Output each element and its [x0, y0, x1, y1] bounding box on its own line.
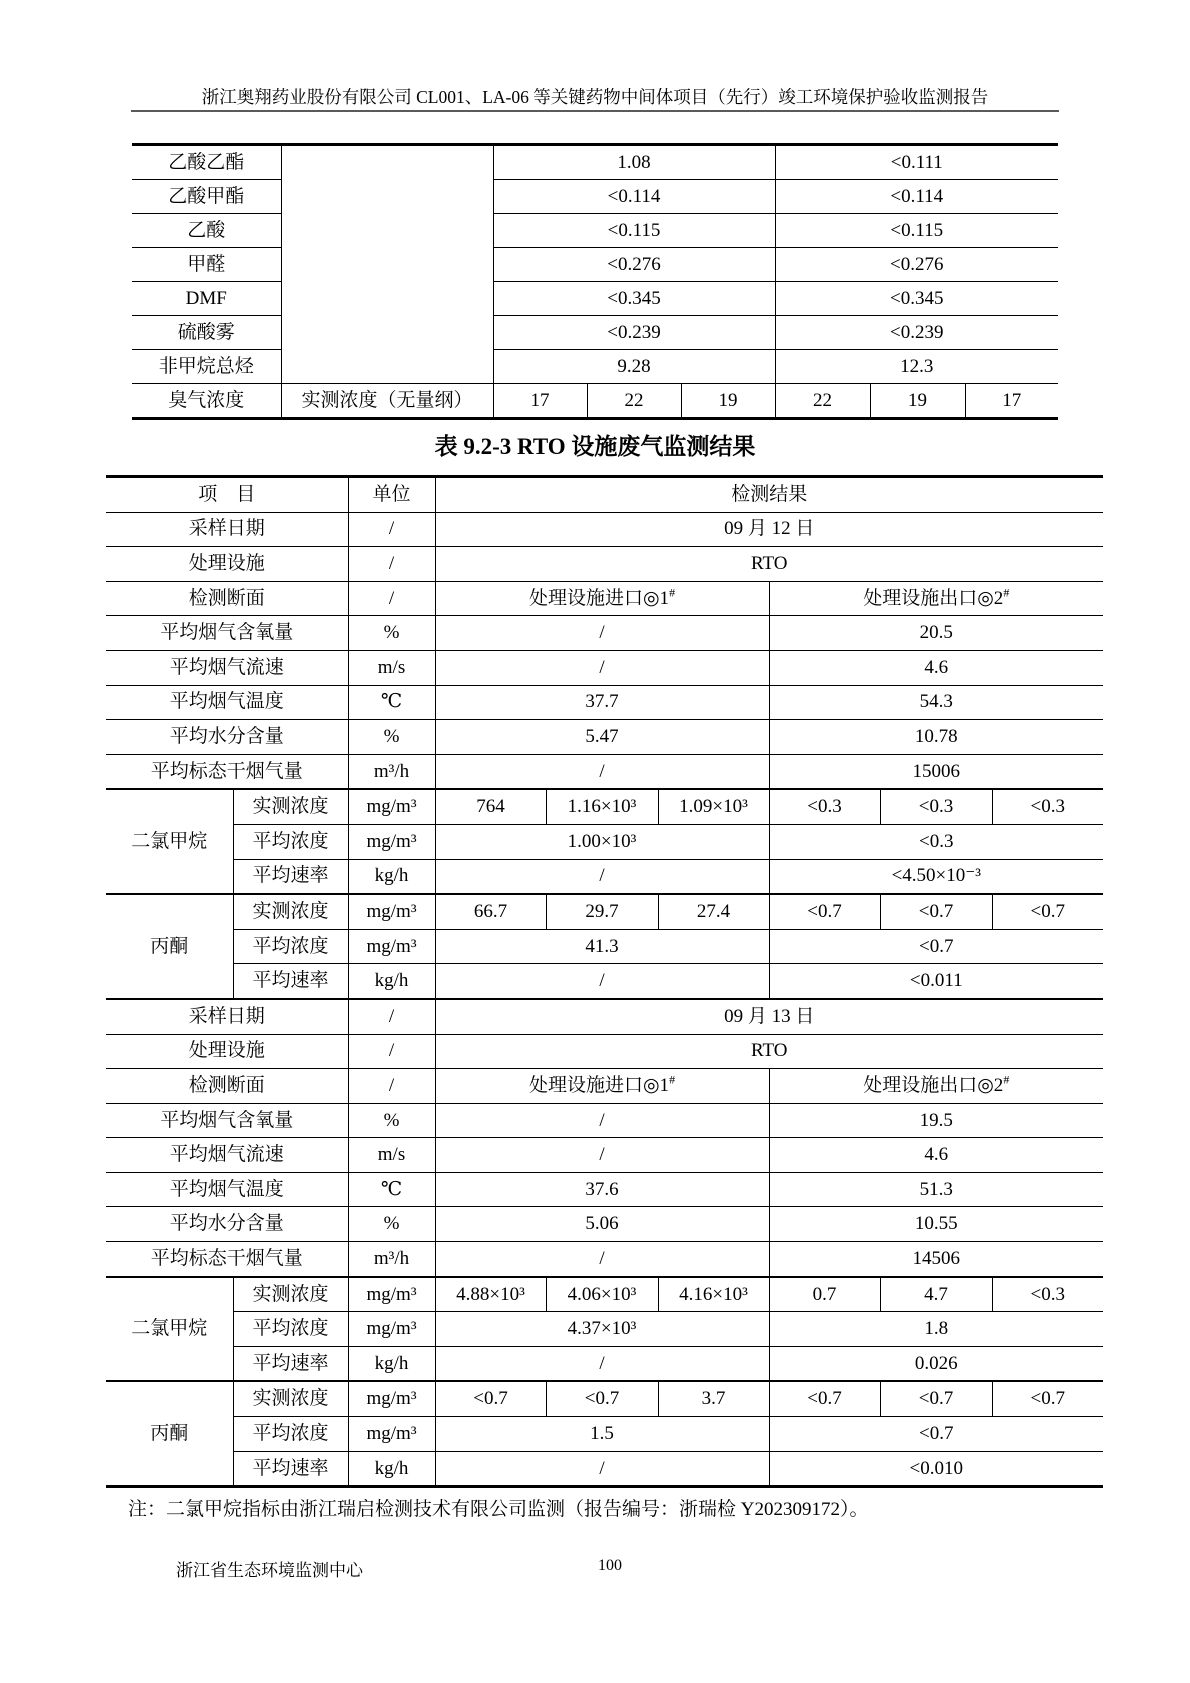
table-cell: <0.345 [493, 282, 775, 316]
table-cell: 二氯甲烷 [106, 789, 233, 894]
table-cell: 22 [775, 384, 870, 419]
table-cell: 平均水分含量 [106, 720, 348, 755]
table-cell: 采样日期 [106, 999, 348, 1034]
table-cell: 3.7 [658, 1381, 769, 1416]
table-row [106, 1381, 1103, 1416]
table-cell: 41.3 [435, 929, 769, 964]
table-cell: <0.3 [769, 824, 1103, 859]
table-cell: 实测浓度 [233, 789, 348, 824]
table-cell: 17 [965, 384, 1058, 419]
table-cell: / [435, 650, 769, 685]
table-cell: mg/m³ [348, 789, 435, 824]
table-cell: 5.06 [435, 1207, 769, 1242]
table-row [106, 929, 1103, 964]
table-row [106, 789, 1103, 824]
table-cell: 1.16×10³ [546, 789, 658, 824]
table-cell: 平均烟气流速 [106, 1138, 348, 1173]
table-row [132, 316, 1058, 350]
table-row [106, 1451, 1103, 1487]
table-cell: / [348, 581, 435, 616]
table-cell: / [435, 1103, 769, 1138]
footer-organization: 浙江省生态环境监测中心 [176, 1561, 363, 1580]
table-cell: <0.7 [546, 1381, 658, 1416]
table-cell: 17 [493, 384, 587, 419]
table-cell: <0.3 [992, 789, 1103, 824]
table-cell: 29.7 [546, 894, 658, 929]
table-row [106, 1207, 1103, 1242]
table-cell: 实测浓度 [233, 1381, 348, 1416]
table-cell: <0.011 [769, 964, 1103, 999]
table-cell: <0.276 [493, 248, 775, 282]
table-cell: 20.5 [769, 616, 1103, 651]
table-cell: 4.37×10³ [435, 1312, 769, 1347]
table-cell: / [435, 1138, 769, 1173]
footer-page-number: 100 [598, 1557, 622, 1574]
table-cell: 09 月 12 日 [435, 512, 1103, 547]
table-row [106, 824, 1103, 859]
table-cell: 平均速率 [233, 1451, 348, 1487]
table-cell: 37.6 [435, 1172, 769, 1207]
table-cell: 实测浓度 [233, 1277, 348, 1312]
table-cell: ℃ [348, 1172, 435, 1207]
table-cell: / [435, 859, 769, 894]
table-cell: kg/h [348, 1451, 435, 1487]
table-cell: 4.6 [769, 650, 1103, 685]
table-cell: 4.6 [769, 1138, 1103, 1173]
table-cell: 1.08 [493, 145, 775, 180]
table-cell: / [348, 512, 435, 547]
table-cell: mg/m³ [348, 824, 435, 859]
table-cell: 乙酸 [132, 214, 281, 248]
table-cell: / [348, 999, 435, 1034]
table-cell: <0.239 [775, 316, 1058, 350]
table-cell: 10.55 [769, 1207, 1103, 1242]
table-row [106, 1277, 1103, 1312]
superscript: # [669, 585, 676, 600]
table-cell: 66.7 [435, 894, 546, 929]
table-cell: <0.7 [435, 1381, 546, 1416]
superscript: # [669, 1072, 676, 1087]
table-cell: 平均标态干烟气量 [106, 1242, 348, 1277]
table-cell: 1.5 [435, 1417, 769, 1452]
col-header-unit: 单位 [348, 477, 435, 513]
table-cell: 54.3 [769, 685, 1103, 720]
table-cell: 处理设施 [106, 1034, 348, 1069]
table-cell: / [435, 754, 769, 789]
table-row [132, 350, 1058, 384]
table-row [106, 859, 1103, 894]
col-header-result: 检测结果 [435, 477, 1103, 513]
table-cell: m/s [348, 650, 435, 685]
table-row [106, 581, 1103, 616]
table-row [106, 650, 1103, 685]
table-cell: 平均浓度 [233, 929, 348, 964]
table-cell: 1.8 [769, 1312, 1103, 1347]
table-row [106, 512, 1103, 547]
table-cell: / [435, 964, 769, 999]
table-cell: 5.47 [435, 720, 769, 755]
table-cell: 19.5 [769, 1103, 1103, 1138]
table-cell: 4.06×10³ [546, 1277, 658, 1312]
table-cell: m/s [348, 1138, 435, 1173]
table-cell: 二氯甲烷 [106, 1277, 233, 1382]
table-cell: <0.115 [493, 214, 775, 248]
table-cell: 4.88×10³ [435, 1277, 546, 1312]
table-cell: % [348, 720, 435, 755]
table-row [132, 248, 1058, 282]
table-cell: 27.4 [658, 894, 769, 929]
table-cell: mg/m³ [348, 1312, 435, 1347]
table-row [106, 1069, 1103, 1104]
running-header-title: 浙江奥翔药业股份有限公司 CL001、LA-06 等关键药物中间体项目（先行）竣工环境保护验收监测报告 [201, 87, 989, 107]
table-cell: 实测浓度 [233, 894, 348, 929]
table-row [106, 477, 1103, 513]
table-cell: <0.7 [769, 894, 880, 929]
table-row [106, 1312, 1103, 1347]
table-cell: <0.115 [775, 214, 1058, 248]
header-divider [131, 110, 1059, 112]
table-cell: 764 [435, 789, 546, 824]
table-cell: 平均速率 [233, 1346, 348, 1381]
table-cell: <0.276 [775, 248, 1058, 282]
table-row [132, 282, 1058, 316]
table-cell: RTO [435, 547, 1103, 582]
table-cell: 平均速率 [233, 859, 348, 894]
table-row [106, 1138, 1103, 1173]
merged-blank-cell [281, 145, 493, 384]
table-cell: 检测断面 [106, 581, 348, 616]
table-cell: 平均烟气流速 [106, 650, 348, 685]
table-cell: <0.7 [769, 1381, 880, 1416]
table-cell: <0.3 [880, 789, 992, 824]
table-cell: 甲醛 [132, 248, 281, 282]
table-cell: 4.7 [880, 1277, 992, 1312]
table-row [106, 616, 1103, 651]
table-row [106, 754, 1103, 789]
table-cell: m³/h [348, 1242, 435, 1277]
table-cell: 臭气浓度 [132, 384, 281, 419]
table-cell: 丙酮 [106, 1381, 233, 1486]
table-cell: <0.345 [775, 282, 1058, 316]
table-cell: 处理设施 [106, 547, 348, 582]
table-cell: 1.00×10³ [435, 824, 769, 859]
table-cell: / [435, 1242, 769, 1277]
table-cell: / [435, 1346, 769, 1381]
table-cell: 19 [681, 384, 775, 419]
table-cell: <0.114 [775, 180, 1058, 214]
table-cell: 处理设施进口◎1# [435, 1069, 769, 1104]
table-cell: 37.7 [435, 685, 769, 720]
table-row [106, 1034, 1103, 1069]
table-cell: <0.7 [769, 929, 1103, 964]
table-cell: 平均浓度 [233, 1417, 348, 1452]
table-cell: 10.78 [769, 720, 1103, 755]
table-cell: 4.16×10³ [658, 1277, 769, 1312]
table-cell: 14506 [769, 1242, 1103, 1277]
table-cell: mg/m³ [348, 929, 435, 964]
table-cell: 处理设施出口◎2# [769, 581, 1103, 616]
table-cell: kg/h [348, 859, 435, 894]
table-cell: 平均浓度 [233, 824, 348, 859]
table-row [106, 964, 1103, 999]
table-cell: 12.3 [775, 350, 1058, 384]
table-row [106, 1172, 1103, 1207]
table-row [132, 180, 1058, 214]
table-cell: <0.7 [992, 1381, 1103, 1416]
table-cell: 平均水分含量 [106, 1207, 348, 1242]
table-cell: 平均烟气含氧量 [106, 616, 348, 651]
table-cell: <0.114 [493, 180, 775, 214]
table-cell: kg/h [348, 964, 435, 999]
table-cell: kg/h [348, 1346, 435, 1381]
table-cell: mg/m³ [348, 894, 435, 929]
table-cell: 丙酮 [106, 894, 233, 999]
table-cell: m³/h [348, 754, 435, 789]
table-cell: 22 [587, 384, 681, 419]
table-row [106, 894, 1103, 929]
table-cell: <0.7 [992, 894, 1103, 929]
table-cell: 硫酸雾 [132, 316, 281, 350]
table-cell: <0.111 [775, 145, 1058, 180]
table-cell: % [348, 616, 435, 651]
table-cell: mg/m³ [348, 1381, 435, 1416]
table-cell: 19 [870, 384, 965, 419]
rto-monitoring-table [106, 475, 1103, 1488]
table-row [132, 145, 1058, 180]
table-cell: 1.09×10³ [658, 789, 769, 824]
table-cell: 实测浓度（无量纲） [281, 384, 493, 419]
table-cell: ℃ [348, 685, 435, 720]
table-cell: RTO [435, 1034, 1103, 1069]
table-row [106, 1417, 1103, 1452]
table-cell: 09 月 13 日 [435, 999, 1103, 1034]
table-cell: <0.7 [880, 894, 992, 929]
table-cell: / [435, 1451, 769, 1487]
table-cell: 乙酸甲酯 [132, 180, 281, 214]
table-cell: / [348, 1069, 435, 1104]
table-row [106, 720, 1103, 755]
table-cell: mg/m³ [348, 1417, 435, 1452]
table-cell: 采样日期 [106, 512, 348, 547]
table-cell: 平均标态干烟气量 [106, 754, 348, 789]
table-title: 表 9.2-3 RTO 设施废气监测结果 [434, 434, 756, 459]
table-cell: <0.7 [769, 1417, 1103, 1452]
table-cell: 平均浓度 [233, 1312, 348, 1347]
table-cell: 平均烟气含氧量 [106, 1103, 348, 1138]
continuation-table [132, 143, 1058, 420]
table-cell: 0.7 [769, 1277, 880, 1312]
table-cell: 处理设施出口◎2# [769, 1069, 1103, 1104]
table-cell: / [348, 1034, 435, 1069]
table-cell: 非甲烷总烃 [132, 350, 281, 384]
table-cell: 平均烟气温度 [106, 685, 348, 720]
table-row [106, 1242, 1103, 1277]
col-header-item: 项 目 [106, 477, 348, 513]
table-cell: % [348, 1103, 435, 1138]
table-cell: 9.28 [493, 350, 775, 384]
table-row [106, 685, 1103, 720]
table-cell: 处理设施进口◎1# [435, 581, 769, 616]
table-cell: 0.026 [769, 1346, 1103, 1381]
table-row [106, 1346, 1103, 1381]
table-cell: DMF [132, 282, 281, 316]
table-cell: % [348, 1207, 435, 1242]
table-footnote: 注：二氯甲烷指标由浙江瑞启检测技术有限公司监测（报告编号：浙瑞检 Y202309172）。 [128, 1499, 869, 1520]
table-row [132, 214, 1058, 248]
table-cell: 乙酸乙酯 [132, 145, 281, 180]
table-cell: 平均速率 [233, 964, 348, 999]
table-cell: 15006 [769, 754, 1103, 789]
table-cell: 检测断面 [106, 1069, 348, 1104]
table-cell: <0.010 [769, 1451, 1103, 1487]
table-cell: <0.239 [493, 316, 775, 350]
table-cell: 平均烟气温度 [106, 1172, 348, 1207]
table-cell: 51.3 [769, 1172, 1103, 1207]
table-cell: <0.3 [992, 1277, 1103, 1312]
table-cell: <4.50×10⁻³ [769, 859, 1103, 894]
table-cell: <0.3 [769, 789, 880, 824]
table-cell: mg/m³ [348, 1277, 435, 1312]
table-cell: / [435, 616, 769, 651]
table-row [106, 999, 1103, 1034]
superscript: # [1003, 585, 1010, 600]
table-row [106, 547, 1103, 582]
table-row [132, 384, 1058, 419]
table-cell: / [348, 547, 435, 582]
superscript: # [1003, 1072, 1010, 1087]
table-cell: <0.7 [880, 1381, 992, 1416]
table-row [106, 1103, 1103, 1138]
